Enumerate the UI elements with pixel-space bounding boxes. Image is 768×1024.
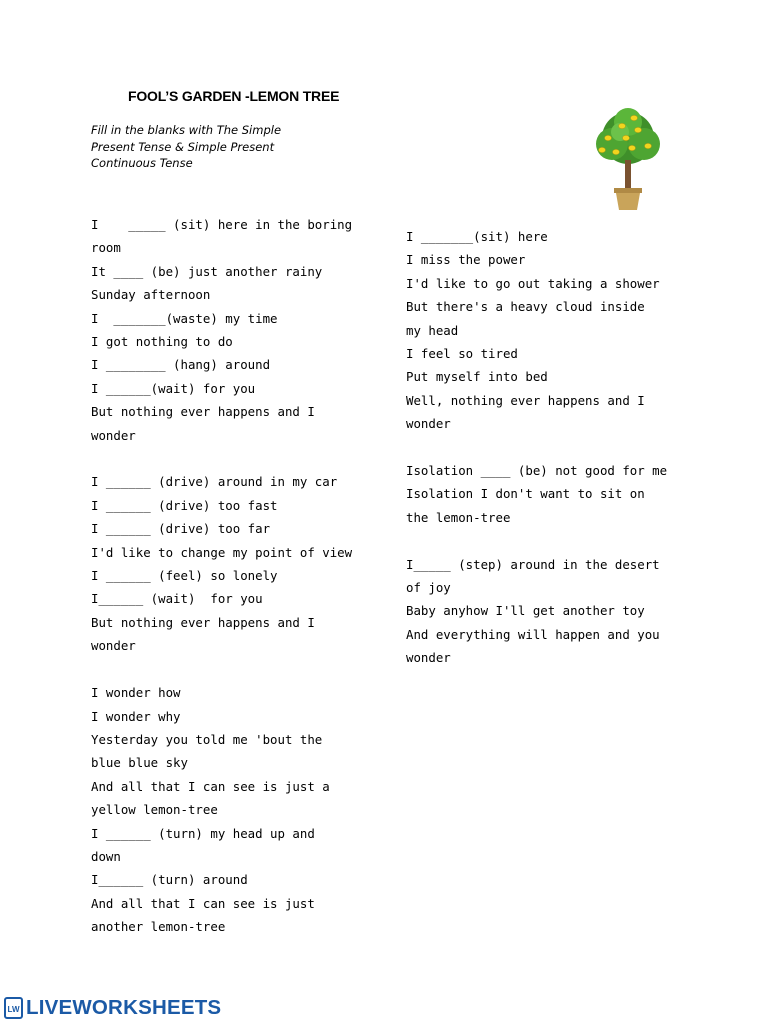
lyric-line: I'd like to go out taking a shower [406,275,660,291]
lyric-line: I _______(waste) my time [91,310,278,326]
lemon-tree-image [588,108,668,212]
stanza-gap [91,658,381,681]
lyrics-left-column [91,213,381,939]
left-stanza [91,681,381,938]
lyric-line: But nothing ever happens and I [91,404,315,420]
lyric-line: I ________ (hang) around [91,357,271,373]
lyric-line: I ______ (turn) my head up and [91,825,315,841]
stanza-gap [91,447,381,470]
lyric-line: I'd like to change my point of view [91,544,353,560]
lyric-line: the lemon-tree [406,509,511,525]
instructions-line: Present Tense & Simple Present [91,139,275,154]
footer-brand-text: LIVEWORKSHEETS [26,996,222,1019]
lyric-line: Isolation ____ (be) not good for me [406,463,668,479]
lyric-line: But nothing ever happens and I [91,614,315,630]
lyric-line: But there's a heavy cloud inside [406,299,645,315]
lyric-line: I ______ (drive) too fast [91,497,278,513]
left-stanza [91,470,381,657]
lyric-line: wonder [91,427,136,443]
lyric-line: I miss the power [406,252,526,268]
lyric-line: And all that I can see is just a [91,778,330,794]
lyric-line: Baby anyhow I'll get another toy [406,603,645,619]
footer-brand[interactable] [4,995,221,1021]
instructions-line: Continuous Tense [91,156,193,170]
tree-trunk [625,160,631,190]
liveworksheets-logo-icon [4,996,24,1020]
lyric-line: It ____ (be) just another rainy [91,263,323,279]
lyric-line: wonder [406,416,451,432]
lyric-line: I got nothing to do [91,334,233,350]
left-stanza [91,213,381,447]
lyric-line: wonder [91,638,136,654]
lyric-line: And everything will happen and you [406,626,660,642]
lyric-line: Sunday afternoon [91,287,211,303]
lyric-line: I_____ (step) around in the desert [406,556,660,572]
lyric-line: another lemon-tree [91,919,226,935]
instructions-text [91,122,351,172]
lyric-line: of joy [406,580,451,596]
lyric-line: Isolation I don't want to sit on [406,486,645,502]
lyric-line: And all that I can see is just [91,895,315,911]
lyric-line: I ______(wait) for you [91,380,256,396]
lyric-line: I _______(sit) here [406,229,548,244]
instructions-line: Fill in the blanks with The Simple [91,123,282,137]
right-stanza [406,225,706,436]
lyric-line: Put myself into bed [406,369,548,385]
lyric-line: blue blue sky [91,755,188,771]
flower-pot [614,188,642,210]
lyric-line: I feel so tired [406,346,518,362]
lyric-line: I ______ (drive) around in my car [91,474,338,490]
lyric-line: down [91,848,121,864]
right-stanza [406,459,706,529]
lyric-line: I _____ (sit) here in the boring [91,217,353,232]
lyric-line: I wonder why [91,708,181,724]
lyric-line: I______ (wait) for you [91,591,263,607]
lyric-line: my head [406,322,459,338]
lyric-line: I wonder how [91,685,181,701]
lyric-line: I ______ (feel) so lonely [91,568,278,584]
footer-logo-text: LW [7,1005,20,1014]
lyric-line: Yesterday you told me 'bout the [91,731,323,747]
lyric-line: I______ (turn) around [91,872,248,888]
lyric-line: room [91,240,121,256]
lyrics-right-column [406,225,706,670]
lyric-line: yellow lemon-tree [91,802,218,818]
right-stanza [406,553,706,670]
lyric-line: wonder [406,650,451,666]
worksheet-title: FOOL’S GARDEN -LEMON TREE [128,88,340,104]
stanza-gap [406,529,706,552]
stanza-gap [406,436,706,459]
lyric-line: I ______ (drive) too far [91,521,271,537]
lyric-line: Well, nothing ever happens and I [406,392,645,408]
